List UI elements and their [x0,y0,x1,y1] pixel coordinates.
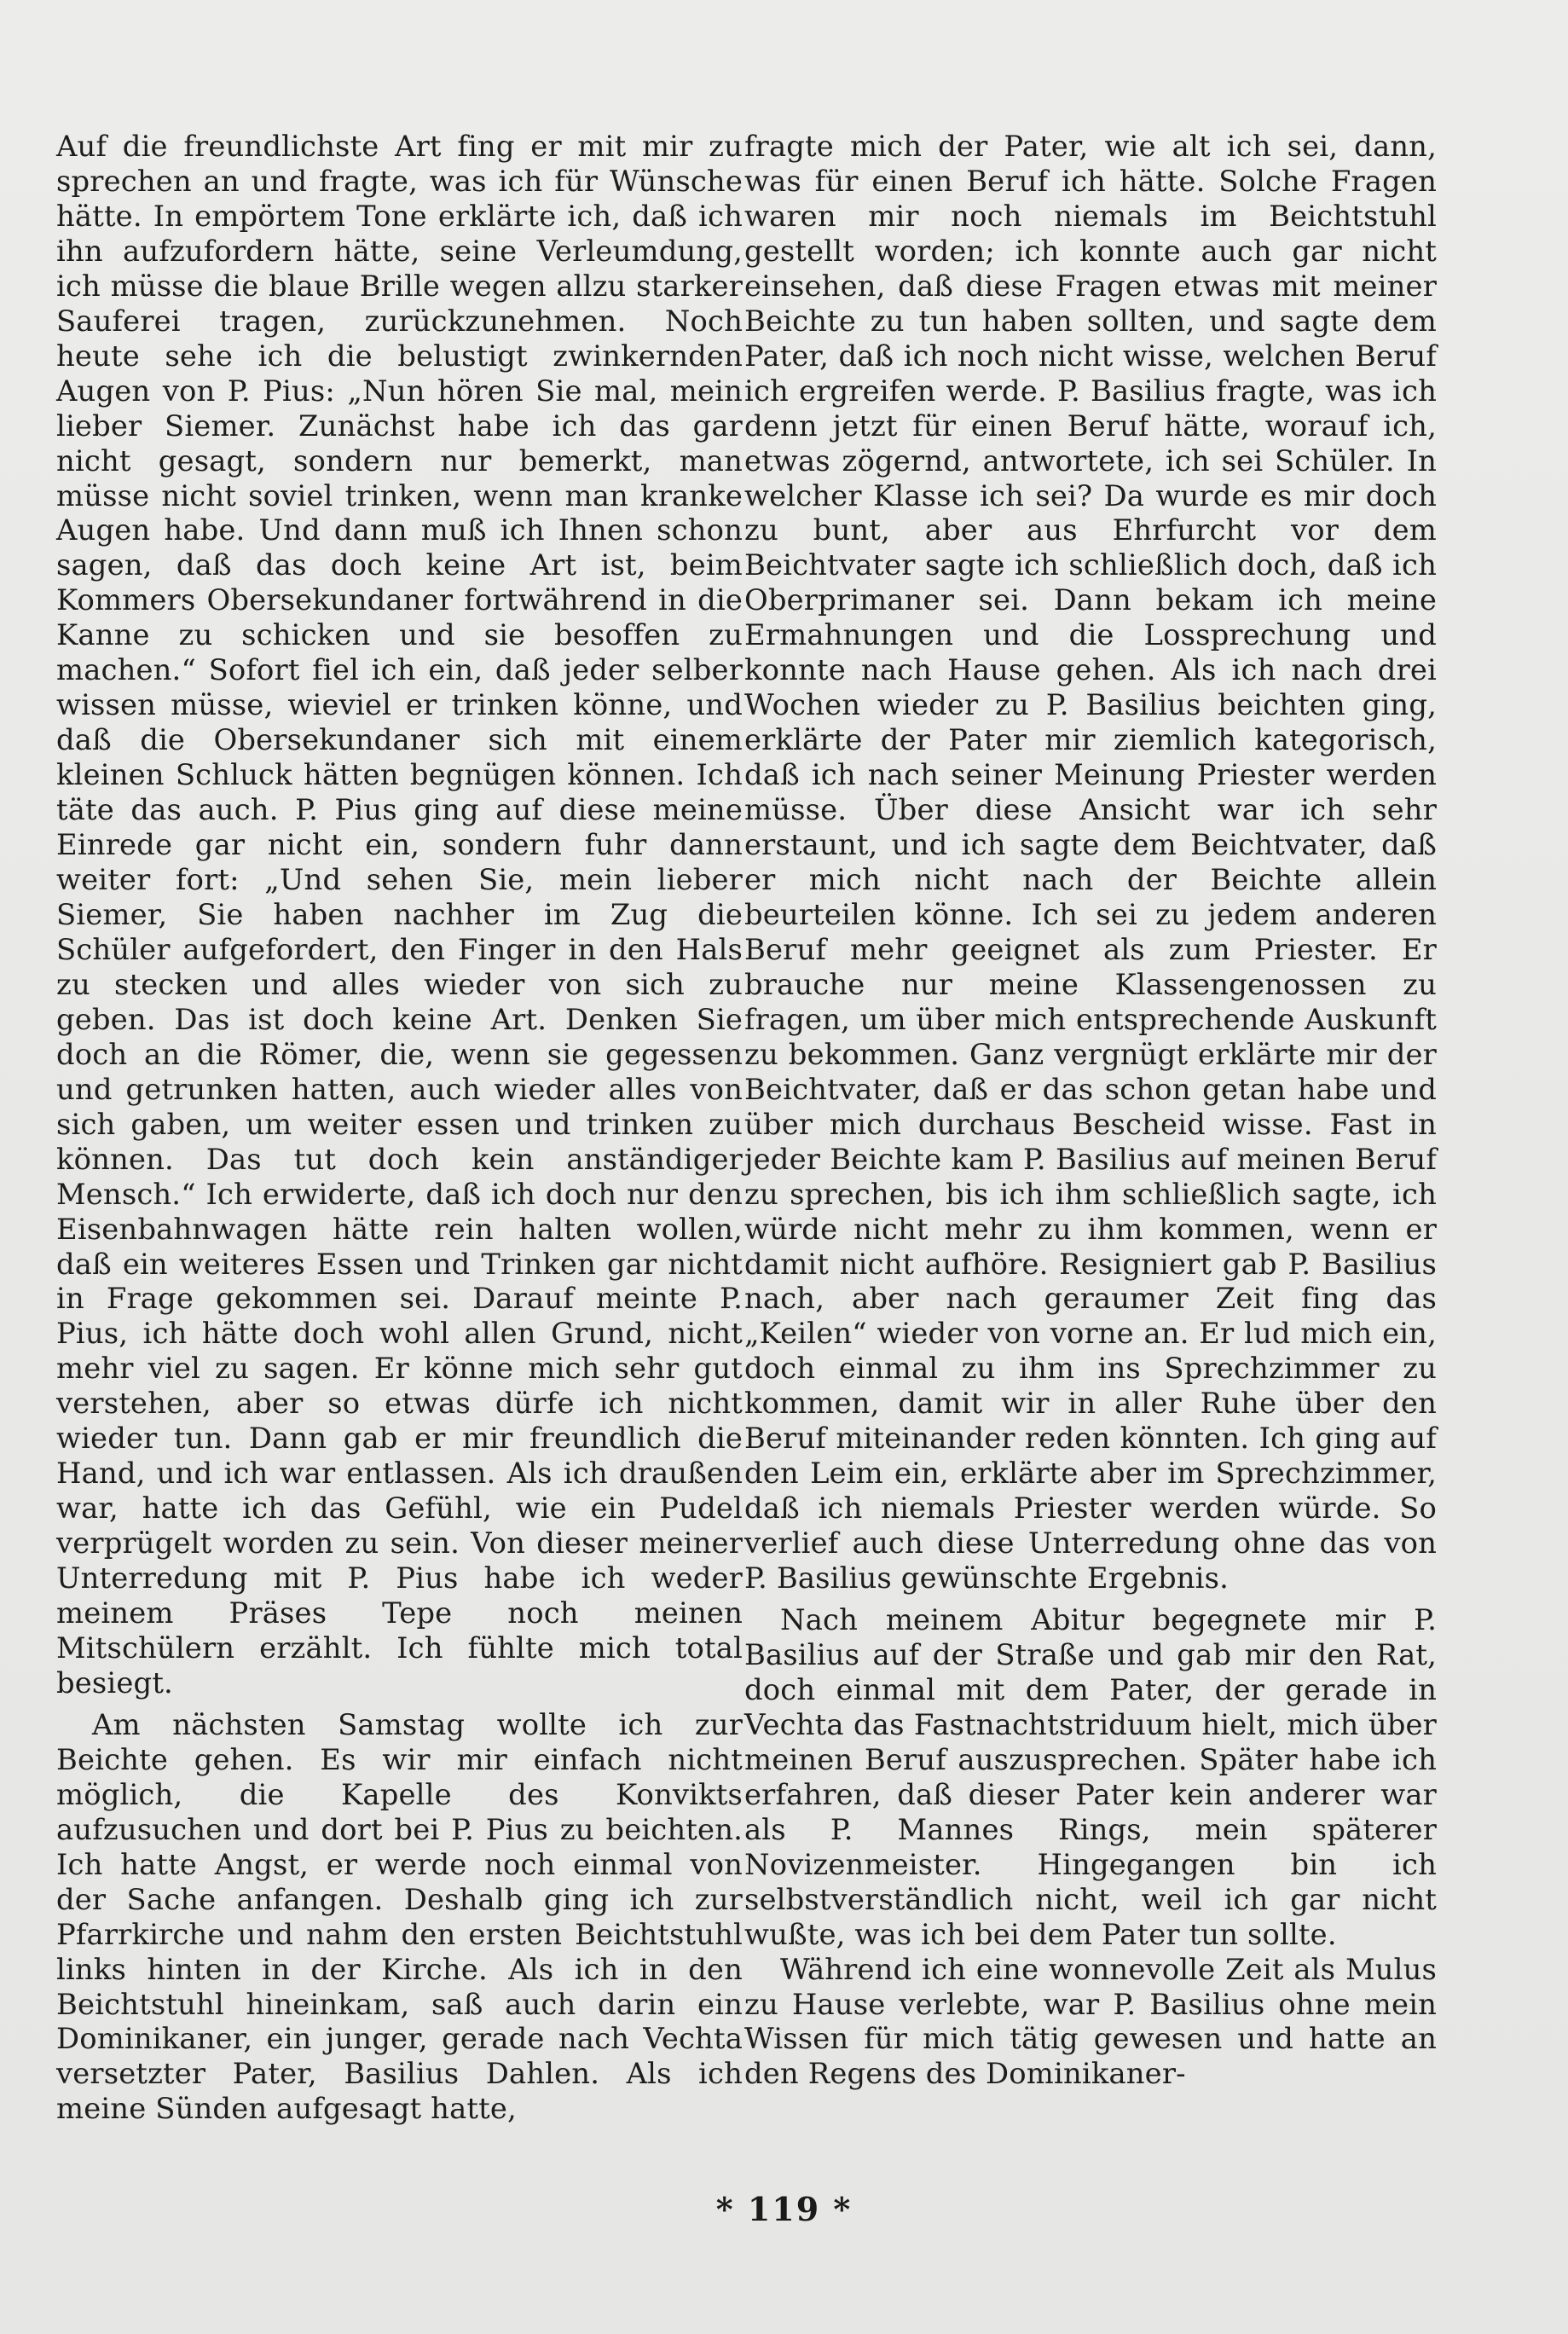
paragraph: Am nächsten Samstag wollte ich zur Beichte gehen. Es wir mir einfach nicht möglich, die Kapelle des Konvikts aufzusuchen und dort bei P. Pius zu beichten. Ich hatte Angst, er werde noch einmal von der Sache anfangen. Deshalb ging ich zur Pfarrkirche und nahm den ersten Beichtstuhl links hinten in der Kirche. Als ich in den Beichtstuhl hineinkam, saß auch darin ein Dominikaner, ein junger, gerade nach Vechta versetzter Pater, Basilius Dahlen. Als ich meine Sünden aufgesagt hatte, [56,1707,743,2126]
page-number: * 119 * [715,2190,853,2228]
paragraph: Auf die freundlichste Art fing er mit mir zu sprechen an und fragte, was ich für Wünsche hätte. In empörtem Tone erklärte ich, daß ich ihn aufzufordern hätte, seine Verleumdung, ich müsse die blaue Brille wegen allzu starker Sauferei tragen, zurückzunehmen. Noch heute sehe ich die belustigt zwinkernden Augen von P. Pius: „Nun hören Sie mal, mein lieber Siemer. Zunächst habe ich das gar nicht gesagt, sondern nur bemerkt, man müsse nicht soviel trinken, wenn man kranke Augen habe. Und dann muß ich Ihnen schon sagen, daß das doch keine Art ist, beim Kommers Obersekundaner fortwährend in die Kanne zu schicken und sie besoffen zu machen.“ Sofort fiel ich ein, daß jeder selber wissen müsse, wieviel er trinken könne, und daß die Obersekundaner sich mit einem kleinen Schluck hätten begnügen können. Ich täte das auch. P. Pius ging auf diese meine Einrede gar nicht ein, sondern fuhr dann weiter fort: „Und sehen Sie, mein lieber Siemer, Sie haben nachher im Zug die Schüler aufgefordert, den Finger in den Hals zu stecken und alles wieder von sich zu geben. Das ist doch keine Art. Denken Sie doch an die Römer, die, wenn sie gegessen und getrunken hatten, auch wieder alles von sich gaben, um weiter essen und trinken zu können. Das tut doch kein anständiger Mensch.“ Ich erwiderte, daß ich doch nur den Eisenbahnwagen hätte rein halten wollen, daß ein weiteres Essen und Trinken gar nicht in Frage gekommen sei. Darauf meinte P. Pius, ich hätte doch wohl allen Grund, nicht mehr viel zu sagen. Er könne mich sehr gut verstehen, aber so etwas dürfe ich nicht wieder tun. Dann gab er mir freundlich die Hand, und ich war entlassen. Als ich draußen war, hatte ich das Gefühl, wie ein Pudel verprügelt worden zu sein. Von dieser meiner Unterredung mit P. Pius habe ich weder meinem Präses Tepe noch meinen Mitschülern erzählt. Ich fühlte mich total besiegt. [56,130,743,1700]
paragraph: Nach meinem Abitur begegnete mir P. Basilius auf der Straße und gab mir den Rat, doch einmal mit dem Pater, der gerade in Vechta das Fastnachtstriduum hielt, mich über meinen Beruf auszusprechen. Später habe ich erfahren, daß dieser Pater kein anderer war als P. Mannes Rings, mein späterer Novizenmeister. Hingegangen bin ich selbstverständlich nicht, weil ich gar nicht wußte, was ich bei dem Pater tun sollte. [744,1603,1437,1951]
paragraph: Während ich eine wonnevolle Zeit als Mulus zu Hause verlebte, war P. Basilius ohne mein Wissen für mich tätig gewesen und hatte an den Regens des Dominikaner- [744,1952,1437,2091]
left-column [56,130,743,2127]
right-column [744,130,1437,2092]
paragraph: fragte mich der Pater, wie alt ich sei, dann, was für einen Beruf ich hätte. Solche Fragen waren mir noch niemals im Beichtstuhl gestellt worden; ich konnte auch gar nicht einsehen, daß diese Fragen etwas mit meiner Beichte zu tun haben sollten, und sagte dem Pater, daß ich noch nicht wisse, welchen Beruf ich ergreifen werde. P. Basilius fragte, was ich denn jetzt für einen Beruf hätte, worauf ich, etwas zögernd, antwortete, ich sei Schüler. In welcher Klasse ich sei? Da wurde es mir doch zu bunt, aber aus Ehrfurcht vor dem Beichtvater sagte ich schließlich doch, daß ich Oberprimaner sei. Dann bekam ich meine Ermahnungen und die Lossprechung und konnte nach Hause gehen. Als ich nach drei Wochen wieder zu P. Basilius beichten ging, erklärte der Pater mir ziemlich kategorisch, daß ich nach seiner Meinung Priester werden müsse. Über diese Ansicht war ich sehr erstaunt, und ich sagte dem Beichtvater, daß er mich nicht nach der Beichte allein beurteilen könne. Ich sei zu jedem anderen Beruf mehr geeignet als zum Priester. Er brauche nur meine Klassengenossen zu fragen, um über mich entsprechende Auskunft zu bekommen. Ganz vergnügt erklärte mir der Beichtvater, daß er das schon getan habe und über mich durchaus Bescheid wisse. Fast in jeder Beichte kam P. Basilius auf meinen Beruf zu sprechen, bis ich ihm schließlich sagte, ich würde nicht mehr zu ihm kommen, wenn er damit nicht aufhöre. Resigniert gab P. Basilius nach, aber nach geraumer Zeit fing das „Keilen“ wieder von vorne an. Er lud mich ein, doch einmal zu ihm ins Sprechzimmer zu kommen, damit wir in aller Ruhe über den Beruf miteinander reden könnten. Ich ging auf den Leim ein, erklärte aber im Sprechzimmer, daß ich niemals Priester werden würde. So verlief auch diese Unterredung ohne das von P. Basilius gewünschte Ergebnis. [744,130,1437,1596]
